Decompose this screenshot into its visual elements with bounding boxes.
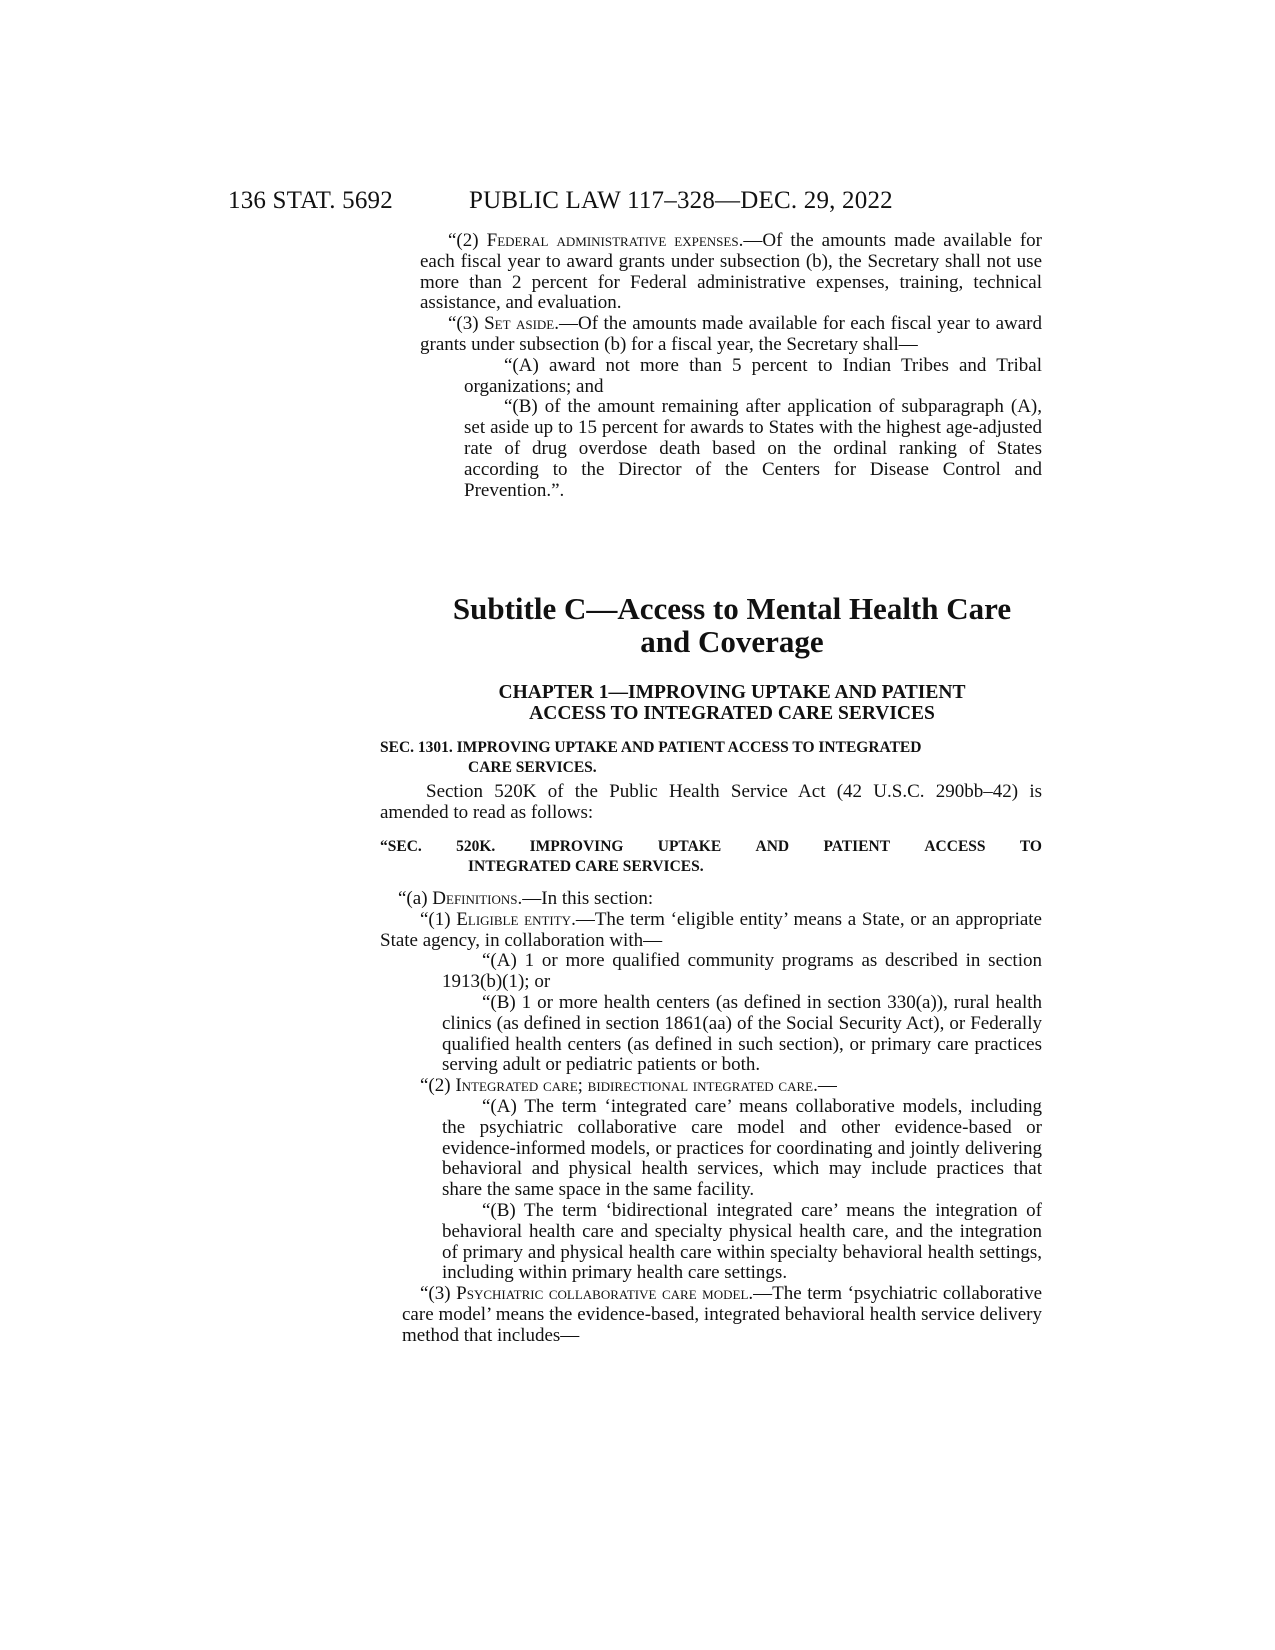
definition-1-text: —The term ‘eligible entity’ means a State, or an appropriate State agency, in collaboration with— [380, 908, 1042, 951]
running-header: PUBLIC LAW 117–328—DEC. 29, 2022 [469, 187, 893, 214]
section-520k-line-1 [380, 837, 1042, 857]
chapter-line-2: ACCESS TO INTEGRATED CARE SERVICES [529, 703, 935, 724]
definition-3-label: “(3) [420, 1283, 457, 1305]
subparagraph-A: “(A) award not more than 5 percent to Indian Tribes and Tribal organizations; and [464, 354, 1042, 397]
definition-2-heading: Integrated care; bidirectional integrated care. [455, 1075, 818, 1097]
subsection-a-text: —In this section: [522, 888, 654, 909]
definition-2-label: “(2) [420, 1075, 456, 1097]
definition-2-B: “(B) The term ‘bidirectional integrated care’ means the integration of behavioral health care and specialty physical health care, and the integration of primary and physical health care within specialty behavioral health settings, including within primary health care settings. [442, 1199, 1042, 1284]
section-520k-word: IMPROVING [529, 838, 624, 855]
definition-1-A: “(A) 1 or more qualified community programs as described in section 1913(b)(1); or [442, 950, 1042, 993]
section-520k-word: TO [1019, 838, 1042, 855]
section-520k-word: AND [755, 838, 790, 855]
section-1301-text [380, 782, 1042, 824]
definition-1-heading: Eligible entity. [456, 908, 576, 930]
definition-3 [402, 1284, 1042, 1346]
page-folio: 136 STAT. 5692 [228, 187, 393, 214]
section-520k-word: PATIENT [823, 838, 891, 855]
paragraph-3-heading: Set aside. [484, 313, 560, 335]
subparagraph-B: “(B) of the amount remaining after application of subparagraph (A), set aside up to 15 percent for awards to States with the highest age-adjusted rate of drug overdose death based on the ordinal ranking of States according to the Director of the Centers for Disease Control and Prevention.”. [464, 396, 1042, 501]
section-520k-word: “SEC. [380, 838, 422, 855]
section-520k-word: ACCESS [924, 838, 986, 855]
paragraph-3 [420, 314, 1042, 356]
definition-2-A: “(A) The term ‘integrated care’ means collaborative models, including the psychiatric collaborative care model and other evidence-based or evidence-informed models, or practices for coordinating and jointly delivering behavioral and physical health services, which may include practices that share the same space in the same facility. [442, 1095, 1042, 1201]
paragraph-3-text: —Of the amounts made available for each fiscal year to award grants under subsection (b) for a fiscal year, the Secretary shall— [420, 313, 1042, 355]
paragraph-2-text: —Of the amounts made available for each fiscal year to award grants under subsection (b), the Secretary shall not use more than 2 percent for Federal administrative expenses, training, technical assistance, and evaluation. [420, 230, 1043, 314]
section-1301-body: Section 520K of the Public Health Service Act (42 U.S.C. 290bb–42) is amended to read as follows: [380, 781, 1042, 823]
section-1301-line-1: SEC. 1301. IMPROVING UPTAKE AND PATIENT ACCESS TO INTEGRATED [380, 739, 922, 756]
paragraph-2 [420, 231, 1042, 314]
section-1301-line-2: CARE SERVICES. [468, 759, 597, 776]
top-section [420, 231, 1042, 501]
paragraph-2-label: “(2) [448, 230, 487, 251]
definition-1-B: “(B) 1 or more health centers (as defined in section 330(a)), rural health clinics (as defined in section 1861(aa) of the Social Security Act), or Federally qualified health centers (as defined in such section), or primary care practices serving adult or pediatric patients or both. [442, 991, 1042, 1076]
subtitle-line-2: and Coverage [640, 624, 824, 659]
paragraph-2-heading: Federal administrative expenses. [486, 230, 744, 251]
subtitle-line-1: Subtitle C—Access to Mental Health Care [452, 591, 1012, 626]
chapter-heading [380, 682, 1084, 724]
section-1301-heading [380, 738, 1042, 778]
chapter-line-1: CHAPTER 1—IMPROVING UPTAKE AND PATIENT [498, 682, 966, 703]
subsection-a [380, 889, 1042, 910]
definition-3-heading: Psychiatric collaborative care model. [456, 1283, 754, 1305]
section-520k-word: 520K. [456, 838, 496, 855]
definition-2-text: — [817, 1075, 837, 1097]
section-520k-word: UPTAKE [657, 838, 722, 855]
subtitle-heading [360, 592, 1104, 658]
definition-3-text: —The term ‘psychiatric collaborative care model’ means the evidence-based, integrated behavioral health service delivery method that includes— [402, 1283, 1042, 1346]
subsection-a-label: “(a) [398, 888, 433, 909]
section-520k-line-2: INTEGRATED CARE SERVICES. [468, 858, 704, 875]
paragraph-3-label: “(3) [448, 313, 485, 335]
section-520k-heading [380, 837, 1042, 877]
definition-1 [380, 910, 1042, 952]
subsection-a-heading: Definitions. [432, 888, 523, 909]
definition-1-label: “(1) [420, 908, 457, 930]
definitions-section [380, 889, 1042, 1347]
definition-2 [420, 1076, 1042, 1097]
